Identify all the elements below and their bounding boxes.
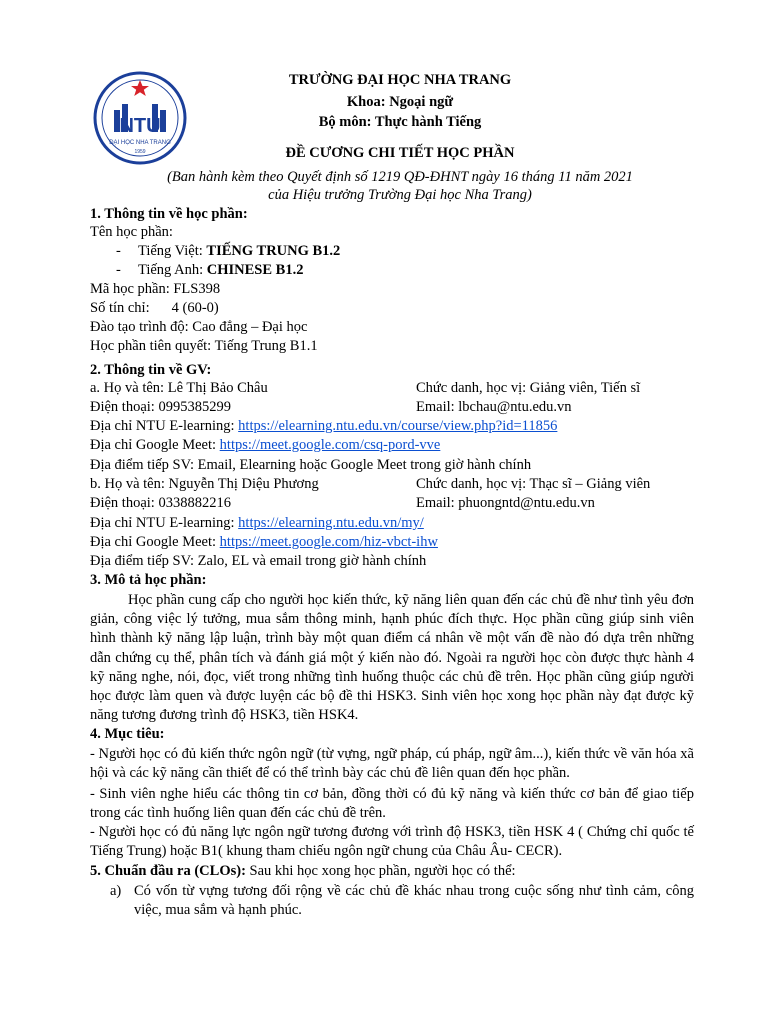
lecturer-b-meet-link[interactable]: https://meet.google.com/hiz-vbct-ihw [219,534,438,550]
ntu-logo [92,70,188,166]
university-name: TRƯỜNG ĐẠI HỌC NHA TRANG [288,72,512,88]
prerequisite: Học phần tiên quyết: Tiếng Trung B1.1 [90,338,318,354]
document-title: ĐỀ CƯƠNG CHI TIẾT HỌC PHẦN [285,145,515,161]
lecturer-a-meet: Địa chỉ Google Meet: https://meet.google.com/csq-pord-vve [90,437,441,453]
lecturer-b-place: Địa điểm tiếp SV: Zalo, EL và email trong giờ hành chính [90,553,427,569]
section-4-heading: 4. Mục tiêu: [90,726,165,742]
lecturer-b-elearning-link[interactable]: https://elearning.ntu.edu.vn/my/ [238,515,424,531]
lecturer-b-title: Chức danh, học vị: Thạc sĩ – Giảng viên [416,476,651,492]
vietnamese-name: - Tiếng Việt: TIẾNG TRUNG B1.2 [116,243,341,259]
lecturer-b-phone: Điện thoại: 0338882216 [90,495,231,511]
lecturer-b-meet: Địa chỉ Google Meet: https://meet.google.com/hiz-vbct-ihw [90,534,438,550]
course-code: Mã học phần: FLS398 [90,281,221,297]
lecturer-a-name: a. Họ và tên: Lê Thị Bảo Châu [90,380,268,396]
clo-a-text: Có vốn từ vựng tương đối rộng về các chủ đề khác nhau trong cuộc sống như tình cảm, công việc, mua sắm và hạnh phúc. [134,883,694,919]
objective-2: - Sinh viên nghe hiểu các thông tin cơ bản, đồng thời có đủ kỹ năng và kiến thức cơ bản để giao tiếp trong các tình huống liên quan đến các chủ đề trên. [90,786,694,822]
lecturer-a-phone: Điện thoại: 0995385299 [90,399,231,415]
issued-line-1: (Ban hành kèm theo Quyết định số 1219 QĐ-ĐHNT ngày 16 tháng 11 năm 2021 [167,169,633,185]
lecturer-a-elearning: Địa chỉ NTU E-learning: https://elearning.ntu.edu.vn/course/view.php?id=11856 [90,418,558,434]
course-name-label: Tên học phần: [90,224,173,240]
section-5-intro: 5. Chuẩn đầu ra (CLOs): Sau khi học xong học phần, người học có thể: [90,863,516,879]
lecturer-a-title: Chức danh, học vị: Giảng viên, Tiến sĩ [416,380,641,396]
faculty: Khoa: Ngoại ngữ [346,94,454,110]
lecturer-b-email: Email: phuongntd@ntu.edu.vn [416,495,595,511]
english-name: - Tiếng Anh: CHINESE B1.2 [116,262,304,278]
objective-1: - Người học có đủ kiến thức ngôn ngữ (từ vựng, ngữ pháp, cú pháp, ngữ âm...), kiến thức về văn hóa xã hội và các kỹ năng cần thiết để có thể trình bày các chủ đề liên quan đến học phần. [90,746,694,782]
section-2-heading: 2. Thông tin về GV: [90,362,212,378]
training-level: Đào tạo trình độ: Cao đẳng – Đại học [90,319,308,335]
lecturer-a-elearning-link[interactable]: https://elearning.ntu.edu.vn/course/view.php?id=11856 [238,418,558,434]
lecturer-a-place: Địa điểm tiếp SV: Email, Elearning hoặc Google Meet trong giờ hành chính [90,457,532,473]
section-1-heading: 1. Thông tin về học phần: [90,206,248,222]
lecturer-a-meet-link[interactable]: https://meet.google.com/csq-pord-vve [219,437,441,453]
svg-text:1959: 1959 [134,149,146,155]
course-description: Học phần cung cấp cho người học kiến thức, kỹ năng liên quan đến các chủ đề như tình yêu đơn giản, công việc lý tưởng, mua sắm thông minh, hạnh phúc đích thực. Học phần cũng giúp sinh viên hình thành kỹ năng lập luận, trình bày một quan điểm cá nhân về một vấn đề nào đó dựa trên những dẫn chứng cụ thể, phân tích và đánh giá một ý kiến nào đó. Ngoài ra người học còn được thực hành 4 kỹ năng nghe, nói, đọc, viết trong những tình huống thuộc các chủ đề trên. Học phần cũng giúp người học được làm quen và được luyện các bộ đề thi HSK3. Sinh viên học xong học phần này đạt được kỹ năng tương đương trình độ HSK3, tiền HSK4. [90,592,694,724]
clo-a-marker: a) [110,883,122,899]
issued-line-2: của Hiệu trưởng Trường Đại học Nha Trang) [268,187,532,203]
lecturer-a-email: Email: lbchau@ntu.edu.vn [416,399,572,415]
department: Bộ môn: Thực hành Tiếng [318,114,482,130]
credits: Số tín chỉ: 4 (60-0) [90,300,219,316]
lecturer-b-name: b. Họ và tên: Nguyễn Thị Diệu Phương [90,476,319,492]
svg-text:NTU: NTU [119,115,161,137]
objective-3: - Người học có đủ năng lực ngôn ngữ tương đương với trình độ HSK3, tiền HSK 4 ( Chứng chỉ quốc tế Tiếng Trung) hoặc B1( khung tham chiếu ngôn ngữ chung của Châu Âu- CECR). [90,824,694,860]
lecturer-b-elearning: Địa chỉ NTU E-learning: https://elearning.ntu.edu.vn/my/ [90,515,424,531]
section-3-heading: 3. Mô tả học phần: [90,572,207,588]
svg-text:ĐẠI HỌC NHA TRANG: ĐẠI HỌC NHA TRANG [109,140,171,146]
